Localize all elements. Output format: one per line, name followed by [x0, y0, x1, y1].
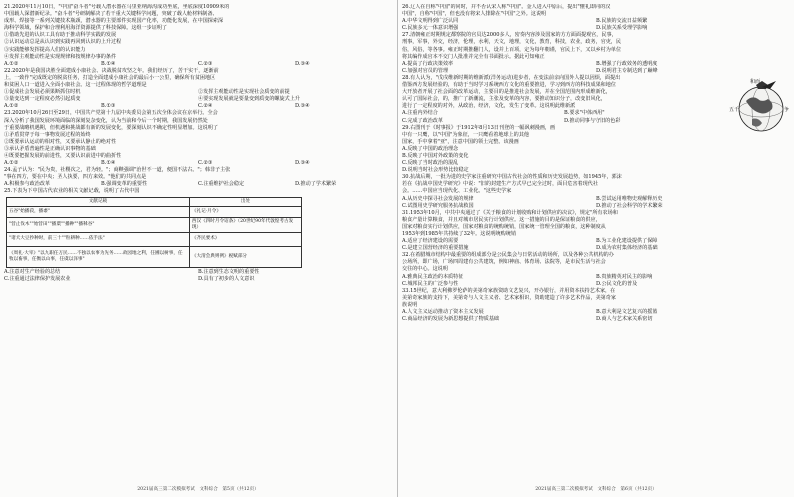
q21-stem-line: 海科学领域，保护和合理利用海洋资源提供了科技保障。这组一步证明了: [4, 25, 168, 32]
q22-item: ③量变达到一定程度必然引起质变: [4, 96, 81, 103]
q32-option-c: C.城邦民主的广泛参与性: [402, 280, 459, 287]
q30-option-a: A.从历史中探寻社会发展的规律: [402, 195, 474, 202]
q30-option-b: B.尝试运用唯物史观解释历史: [596, 195, 663, 202]
q29-option: A.反映了中国的政治理念: [402, 145, 459, 152]
q31-option-a: A.适应了经济建设的需要: [402, 238, 459, 245]
question-26: [402, 4, 790, 32]
q31-option-b: B.为工业化建设提供了保障: [596, 238, 658, 245]
q25-source-table: [6, 197, 302, 268]
q32-stem-line: 公场所，即广场，广场四周建有公共建筑，例如神庙、体育场、法院等，是市民生活与社会: [402, 259, 606, 266]
q28-stem-line: 大开放者开展了社会面的改革运动，主要目的是推进社会发展，并在全国范围内形成维新化，: [402, 89, 611, 96]
q25-option-b: B.注意到生态文明的重要性: [198, 268, 260, 275]
table-cell: "诸犬大豆抄种时，前三十""粒耕种……依手法": [7, 232, 190, 246]
table-cell: 五谷"始播菽，播黍": [7, 206, 190, 217]
q24-option-a: A.积极参与政治改革: [4, 181, 51, 188]
table-cell: 《周礼·大宰》"以九职任万民……不独以农事为先务……故园地之利，任圃以树事，任牧以畜事，任衡以山事，任虞以泽事": [7, 246, 190, 267]
table-cell: 《齐民要术》: [189, 232, 301, 246]
q27-stem-line: 刑事，军事，外交，经济，伦理，水利，天文，地理，文化，教育，科技，农业，政务，官吏，民: [402, 39, 622, 46]
q27-stem-line: 27.清朝雍正时期规定都察院的官员达2000多人，密奏内容涉及国家的方方面面提观官，民事，: [402, 32, 617, 39]
q33-option-c: C.商品经济的发展为新思想提供了物质基础: [402, 316, 500, 323]
q21-option-d: D.③④: [295, 60, 310, 67]
q22-items-row: [4, 96, 392, 103]
q33-stem-line: 33.15世纪，意大利佛罗伦萨的美第奇家族资助文艺复兴，开办银行，并用资本扶持艺术家，在: [402, 287, 616, 294]
q25-stem: 25.下表为下中国古代农业的相关文献记载，说明了古代中国: [4, 188, 140, 195]
q22-item: ④要实现发展就是要量变到质变的螺旋式上升: [198, 96, 300, 103]
q26-option-c: C.民族多元一体意识增强: [402, 25, 459, 32]
q22-stem-line: 22.2020年是我国决胜全面建成小康社会、决战脱贫攻坚之年。我们经历了，苦干实干，逐渐前: [4, 67, 219, 74]
q23-item: ④既要把握发展的前进性，又要认识前进中的曲折性: [4, 152, 122, 159]
q31-option-d: D.成为农村集体经济的基础: [596, 245, 658, 252]
q21-item: ①借助先进的认识工具有助于推动科学实践的发展: [4, 32, 117, 39]
q29-option: B.反映了中国对外政策的变化: [402, 152, 469, 159]
q27-options-row: [402, 68, 790, 75]
table-row: [7, 206, 302, 217]
q22-stem-line: 上，一致作"完成既定的脱贫任务，打造全面建成小康社会的最后小一公里，确保所有贫困地区: [4, 74, 216, 81]
q32-options-row: [402, 274, 790, 281]
table-header-cell: 出处: [189, 197, 301, 206]
table-cell: "营止伐木""始营田""播粟""播种""播秫谷": [7, 217, 190, 232]
right-page: [402, 4, 790, 493]
q30-stem-line: 若在《抗战中国史学研究》中说："旧的封建生产方式早已完全过时，面目危害着现代社: [402, 181, 598, 188]
q32-option-b: B.贵族精英对民主的影响: [596, 273, 653, 280]
question-28-29: [402, 75, 790, 174]
q21-option-a: A.①②: [4, 60, 19, 67]
q29-stem-line: 29.右图刊于《时事报》于1912年8月13日刊登的一幅讽刺漫画，画: [402, 124, 556, 131]
q30-options-row: [402, 196, 790, 203]
q22-option-a: A.①②: [4, 103, 19, 110]
q23-stem-line: 深入分析了我国发展环境面临的深刻复杂变化，认为当前和今后一个时期，我国发展仍然处: [4, 117, 208, 124]
table-row: [7, 246, 302, 267]
question-33: [402, 288, 790, 323]
q28-options-row: [402, 118, 726, 125]
q27-option-c: C.加强对官员的管理: [402, 67, 449, 74]
q30-option-c: C.试图用史学研究服务抗战救国: [402, 202, 474, 209]
q28-29-text: [402, 75, 726, 174]
table-cell: 《礼记·月令》: [189, 206, 301, 217]
q28-option-b: B.要求"中体西用": [564, 110, 605, 117]
q21-item: ④发挥主观能动性是实现规律和按规律办事的条件: [4, 53, 117, 60]
q24-stem-line: 24.孟子认为："民为贵，社稷次之，君为轻。"；商鞅强调"治世不一道，便国不法古。"；韩非子主张: [4, 167, 231, 174]
q22-item: ②发挥主观能动性是实现社会质变的前提: [198, 89, 290, 96]
q21-option-c: C.②③: [198, 60, 213, 67]
q33-stem-line: 美第奇家族的支持下，美第奇与人文主义者、艺术家相识，资助建造了许多艺术作品，美第奇家: [402, 294, 616, 301]
question-22: [4, 68, 392, 111]
q33-options-row: [402, 316, 790, 323]
q22-option-c: C.②④: [198, 103, 213, 110]
q21-item: ③实践能够发挥提高人们的认识能力: [4, 46, 86, 53]
q26-stem-line: 中国"，自称"中国"，但也没有将宋人排除在"中国"之外。这说明: [402, 11, 547, 18]
globe-label-right: 争: [784, 106, 790, 113]
q29-stem-line: 中有一只鹰，以"中国"为象征，一只鹰看着地球上的其他: [402, 131, 529, 138]
q23-option-a: A.①②: [4, 160, 19, 167]
table-cell: 《大清会典则例》税赋部分: [189, 246, 301, 267]
q28-option-d: D.推动同事与守旧的色彩: [564, 117, 621, 124]
page-footer: 2021届高三第二次模拟考试 文科综合 第5页（共12页）: [137, 487, 259, 492]
q26-stem-line: 26.辽人在自称"中国"的同时，并不否认宋人称"中国"。金人进入中原后，提出"懂礼即同的汉: [402, 4, 611, 10]
q33-option-d: D.商人与艺术家关系密切: [596, 316, 653, 323]
q26-option-d: D.民族关系受理学影响: [596, 25, 648, 32]
question-24: [4, 167, 392, 188]
q33-stem-line: 族说明: [402, 301, 418, 308]
q23-item: ②既要承认运动的相对性，又要承认静止的绝对性: [4, 138, 117, 145]
globe-label-left: 五千: [729, 106, 740, 113]
q30-stem-line: 30.抗战后期，一批为进的史学家注重研究中国古代社会的性质和历史发展趋势，如1945年，郭沫: [402, 174, 622, 181]
q28-stem-line: 进行了一定程度的对外，从政治，经济，文化，发生了变革。这说明此维新派: [402, 103, 576, 110]
q25-option-d: D.具有了初步的人文意识: [198, 275, 255, 282]
table-row: [7, 232, 302, 246]
q27-stem-line: 俗，风俗，等各事。雍正时期推翻门人，设并上百项，定为每年朝谨，官民上下，又以乡村为单位: [402, 46, 622, 53]
q31-option-c: C.是建立国营经济的重要措施: [402, 245, 469, 252]
q24-option-d: D.推动了学术繁荣: [295, 181, 337, 188]
table-header-cell: 文献记载: [7, 197, 190, 206]
q31-stem-line: 粮食产量计算粮食，并且对城市居民实行计划供应。这一措施的目的是保证粮食的供应，: [402, 216, 601, 223]
q31-stem-line: 31.1953年10月，中共中央通过了《关于粮食的计划收购和计划供应的决议》，规定"所有农场和: [402, 209, 618, 216]
q26-option-a: A.中华文明得到广泛认同: [402, 18, 459, 25]
q23-stem-line: 23.2020年10月26日至29日，中国共产党第十九届中央委员会第五次全体会议在京举行。全会: [4, 110, 218, 117]
q30-stem-line: 会。……中国应当现代化、工业化。"这些史学家: [402, 188, 512, 195]
cartoon-globe-illustration: [728, 77, 790, 137]
q28-option-c: C.完成了政治改革: [402, 117, 443, 124]
table-header-row: [7, 197, 302, 206]
page-divider: [397, 0, 398, 497]
q29-option: D.说明当时社会形势比较稳定: [402, 167, 469, 174]
q32-options-row: [402, 281, 790, 288]
q21-options: [4, 61, 392, 68]
q24-option-b: B.强调变革的重要性: [101, 181, 148, 188]
q23-stem-line: 于重要战略机遇期，但机遇和挑战都有新的发展变化，要深刻认识不确定性明显增加。这说明了: [4, 124, 218, 131]
q32-option-a: A.雅典民主政治的本质特征: [402, 273, 464, 280]
q25-option-a: A.注意对生产经验的总结: [4, 268, 61, 275]
q30-option-d: D.推动了社会科学的学术繁荣: [596, 202, 663, 209]
q25-option-c: C.注重通过法律保护发展农业: [4, 275, 71, 282]
q32-stem-line: 32.在希腊城市结构中最重要的组成部分是公民集会与日常活动的场所，以及各种公共机构的办: [402, 252, 614, 259]
q31-stem-line: 国家对粮食实行计划供应，国家对粮食的统购统销，国家统一管理全国的粮食，这种制度从: [402, 223, 606, 230]
q28-option-a: A.注重内外结合: [402, 110, 438, 117]
q24-option-c: C.注重维护社会稳定: [198, 181, 245, 188]
q23-item: ③承认矛盾普遍性是正确认识事物的基础: [4, 145, 96, 152]
globe-label-top: 和而: [750, 78, 761, 85]
table-cell: 西汉《四时月令诏条》（20世纪90年代敦煌考古发现）: [189, 217, 301, 232]
question-30: [402, 174, 790, 209]
q27-options-row: [402, 61, 790, 68]
q32-stem-line: 交往的中心。这说明: [402, 266, 448, 273]
q28-stem-line: 借鉴西方发展经验的，有助于当时学习系统西方文化的重要推进，学习到西方的科技成果和地位: [402, 82, 616, 89]
left-page: [4, 4, 392, 493]
q29-stem-line: 国家，手中拿着"亚"，注意中国的领土完整。该漫画: [402, 138, 519, 145]
q25-options-row: [4, 269, 392, 276]
q21-stem-line: 中国载人深潜新纪录。"奋斗者"号研制解决了若干重大关键科学问题，突破了载人舱材料制备、: [4, 11, 218, 18]
q28-options-row: [402, 110, 726, 117]
q27-stem-line: 将其编作成官本不交门人批准并完全有书面批示。据此可知雍正: [402, 53, 545, 60]
q21-option-b: B.①④: [101, 60, 116, 67]
q32-option-d: D.公民文化的普及: [596, 280, 638, 287]
q27-option-a: A.提高了行政决策效率: [402, 60, 454, 67]
question-25: [4, 188, 392, 282]
q29-option: C.反映了当时政治的混乱: [402, 160, 459, 167]
q22-stem-line: 和贫困人口一道进入全面小康社会。这一过程体现的哲学道理是: [4, 82, 147, 89]
q23-option-d: D.③④: [295, 160, 310, 167]
q26-option-b: B.民族的交流日益频繁: [596, 18, 648, 25]
question-27: [402, 32, 790, 75]
q31-stem-line: 1953年到1985年共持续了32年。这说明统购统销: [402, 231, 516, 237]
q28-stem-line: 28.有人认为，"戊戌维新时期的维新派(洋务运动)进步者，在变法前亲向国外人提以因烦，面提出: [402, 74, 621, 81]
q22-option-b: B.①③: [101, 103, 116, 110]
q21-item: ②认识运动总是从认识到实践再回到认识的上升过程: [4, 39, 122, 46]
q25-options-row: [4, 276, 392, 283]
question-31: [402, 210, 790, 253]
q21-stem-line: 成形、焊接等一系列关键技术瓶颈，潜水器的主要部件实现国产化率，功能化发展，在中国探索深: [4, 18, 224, 25]
q23-option-b: B.①④: [101, 160, 116, 167]
q22-option-d: D.③④: [295, 103, 310, 110]
page-footer: 2021届高三第二次模拟考试 文科综合 第6页（共12页）: [535, 487, 657, 492]
q33-option-a: A.人文主义运动推动了资本主义发展: [402, 309, 484, 316]
question-32: [402, 252, 790, 287]
question-23: [4, 110, 392, 167]
table-row: [7, 217, 302, 232]
q27-option-d: D.说明君主专制达到了巅峰: [596, 67, 658, 74]
q30-options-row: [402, 203, 790, 210]
q22-item: ①促成社会发展必须果断抓住时机: [4, 89, 81, 96]
q33-option-b: B.意大利是文艺复兴的摇篮: [596, 309, 658, 316]
question-21: [4, 4, 392, 68]
q28-stem-line: 认可了国际社会，的，推广了新潮流，主张及变革的内容，要推动知识分子，改变旧风化，: [402, 96, 606, 103]
q28-29-layout: [402, 75, 790, 174]
q23-item: ①矛盾贯穿于每一事物发展过程的始终: [4, 131, 91, 138]
q24-stem-line: "事在四方，要在中央；圣人执要，四方来效。"他们的共同点是: [4, 174, 147, 181]
q21-stem-line: 21.2020年11月10日，"中国"奋斗者"号载人潜水器在马里亚纳海沟成功坐底，坐底深度10909米的: [4, 4, 230, 10]
q23-option-c: C.②③: [198, 160, 213, 167]
q27-option-b: B.增强了行政效务的透明度: [596, 60, 658, 67]
